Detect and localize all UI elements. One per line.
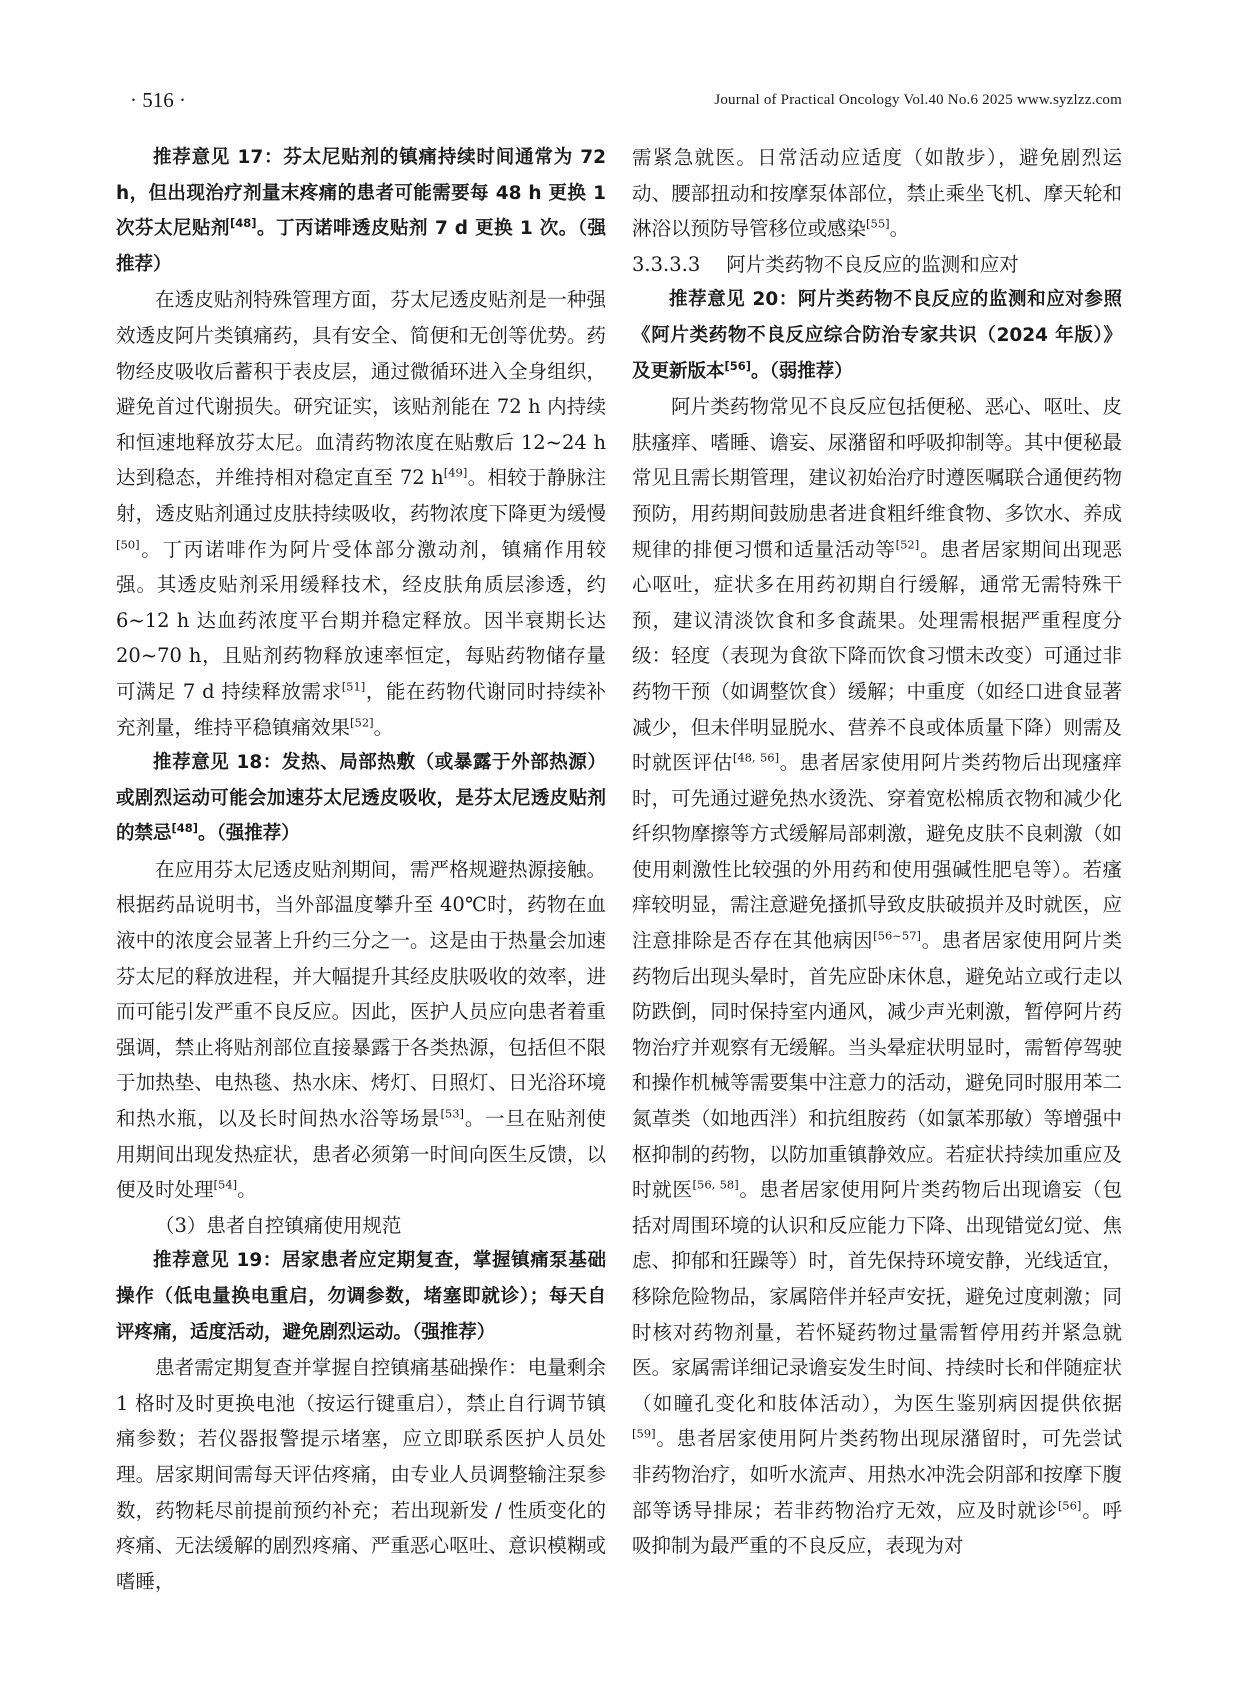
section-number: 3.3.3.3 xyxy=(632,252,701,276)
right-column xyxy=(632,140,1122,1564)
paragraph-transdermal: 在透皮贴剂特殊管理方面，芬太尼透皮贴剂是一种强效透皮阿片类镇痛药，具有安全、简便和无创等优势。药物经皮吸收后蓄积于表皮层，通过微循环进入全身组织，避免首过代谢损失。研究证实，该贴剂能在 72 h 内持续和恒速地释放芬太尼。血清药物浓度在贴敷后 12~24 h 达到稳态，并维持相对稳定直至 72 h[49]。相较于静脉注射，透皮贴剂通过皮肤持续吸收，药物浓度下降更为缓慢[50]。丁丙诺啡作为阿片受体部分激动剂，镇痛作用较强。其透皮贴剂采用缓释技术，经皮肤角质层渗透，约 6~12 h 达血药浓度平台期并稳定释放。因半衰期长达 20~70 h，且贴剂药物释放速率恒定，每贴药物储存量可满足 7 d 持续释放需求[51]，能在药物代谢同时持续补充剂量，维持平稳镇痛效果[52]。 xyxy=(116,288,606,739)
citation: [56~57] xyxy=(873,928,922,943)
section-title: 阿片类药物不良反应的监测和应对 xyxy=(726,252,1019,276)
citation: [55] xyxy=(866,216,890,231)
page-number: · 516 · xyxy=(130,88,186,112)
section-heading xyxy=(632,247,1122,283)
citation: [52] xyxy=(350,715,374,729)
citation: [56] xyxy=(1057,1498,1082,1513)
recommendation-17: 推荐意见 17：芬太尼贴剂的镇痛持续时间通常为 72 h，但出现治疗剂量末疼痛的患者可能需要每 48 h 更换 1 次芬太尼贴剂[48]。丁丙诺啡透皮贴剂 7 d 更换 1 次。（强推荐） xyxy=(116,147,606,275)
citation: [48] xyxy=(230,216,257,231)
journal-info: Journal of Practical Oncology Vol.40 No.6 2025 www.syzlzz.com xyxy=(714,92,1122,108)
citation: [50] xyxy=(116,537,140,552)
left-column xyxy=(116,140,606,1599)
paragraph-continued: 需紧急就医。日常活动应适度（如散步），避免剧烈运动、腰部扭动和按摩泵体部位，禁止乘坐飞机、摩天轮和淋浴以预防导管移位或感染[55]。 xyxy=(632,146,1122,241)
citation: [53] xyxy=(440,1106,465,1121)
page-header xyxy=(112,88,1122,128)
subheading-pca: （3）患者自控镇痛使用规范 xyxy=(155,1213,402,1237)
paragraph-pca: 患者需定期复查并掌握自控镇痛基础操作：电量剩余 1 格时及时更换电池（按运行键重启），禁止自行调节镇痛参数；若仪器报警提示堵塞，应立即联系医护人员处理。居家期间需每天评估疼痛，由专业人员调整输注泵参数，药物耗尽前提前预约补充；若出现新发 / 性质变化的疼痛、无法缓解的剧烈疼痛、严重恶心呕吐、意识模糊或嗜睡， xyxy=(116,1356,606,1593)
recommendation-19: 推荐意见 19：居家患者应定期复查，掌握镇痛泵基础操作（低电量换电重启，勿调参数，堵塞即就诊）；每天自评疼痛，适度活动，避免剧烈运动。（强推荐） xyxy=(116,1250,606,1343)
citation: [49] xyxy=(443,465,468,480)
citation: [56, 58] xyxy=(692,1177,739,1192)
recommendation-18: 推荐意见 18：发热、局部热敷（或暴露于外部热源）或剧烈运动可能会加速芬太尼透皮吸收，是芬太尼透皮贴剂的禁忌[48]。（强推荐） xyxy=(116,752,606,845)
citation: [48, 56] xyxy=(732,750,780,765)
citation: [48] xyxy=(171,821,199,836)
recommendation-20: 推荐意见 20：阿片类药物不良反应的监测和应对参照《阿片类药物不良反应综合防治专家共识（2024 年版）》及更新版本[56]。（弱推荐） xyxy=(632,289,1122,382)
citation: [59] xyxy=(632,1426,656,1441)
citation: [54] xyxy=(213,1177,238,1192)
paragraph-adverse-reactions: 阿片类药物常见不良反应包括便秘、恶心、呕吐、皮肤瘙痒、嗜睡、谵妄、尿潴留和呼吸抑制等。其中便秘最常见且需长期管理，建议初始治疗时遵医嘱联合通便药物预防，用药期间鼓励患者进食粗纤维食物、多饮水、养成规律的排便习惯和适量活动等[52]。患者居家期间出现恶心呕吐，症状多在用药初期自行缓解，通常无需特殊干预，建议清淡饮食和多食蔬果。处理需根据严重程度分级：轻度（表现为食欲下降而饮食习惯未改变）可通过非药物干预（如调整饮食）缓解；中重度（如经口进食显著减少，但未伴明显脱水、营养不良或体质量下降）则需及时就医评估[48, 56]。患者居家使用阿片类药物后出现瘙痒时，可先通过避免热水烫洗、穿着宽松棉质衣物和减少化纤织物摩擦等方式缓解局部刺激，避免皮肤不良刺激（如使用刺激性比较强的外用药和使用强碱性肥皂等）。若瘙痒较明显，需注意避免搔抓导致皮肤破损并及时就医，应注意排除是否存在其他病因[56~57]。患者居家使用阿片类药物后出现头晕时，首先应卧床休息，避免站立或行走以防跌倒，同时保持室内通风，减少声光刺激，暂停阿片药物治疗并观察有无缓解。当头晕症状明显时，需暂停驾驶和操作机械等需要集中注意力的活动，避免同时服用苯二氮䓬类（如地西泮）和抗组胺药（如氯苯那敏）等增强中枢抑制的药物，以防加重镇静效应。若症状持续加重应及时就医[56, 58]。患者居家使用阿片类药物后出现谵妄（包括对周围环境的认识和反应能力下降、出现错觉幻觉、焦虑、抑郁和狂躁等）时，首先保持环境安静，光线适宜，移除危险物品，家属陪伴并轻声安抚，避免过度刺激；同时核对药物剂量，若怀疑药物过量需暂停用药并紧急就医。家属需详细记录谵妄发生时间、持续时长和伴随症状（如瞳孔变化和肢体活动），为医生鉴别病因提供依据[59]。患者居家使用阿片类药物出现尿潴留时，可先尝试非药物治疗，如听水流声、用热水冲洗会阴部和按摩下腹部等诱导排尿；若非药物治疗无效，应及时就诊[56]。呼吸抑制为最严重的不良反应，表现为对 xyxy=(632,395,1122,1558)
citation: [52] xyxy=(895,537,920,552)
paragraph-heat-sources: 在应用芬太尼透皮贴剂期间，需严格规避热源接触。根据药品说明书，当外部温度攀升至 40℃时，药物在血液中的浓度会显著上升约三分之一。这是由于热量会加速芬太尼的释放进程，并大幅提升其经皮肤吸收的效率，进而可能引发严重不良反应。因此，医护人员应向患者着重强调，禁止将贴剂部位直接暴露于各类热源，包括但不限于加热垫、电热毯、热水床、烤灯、日照灯、日光浴环境和热水瓶，以及长时间热水浴等场景[53]。一旦在贴剂使用期间出现发热症状，患者必须第一时间向医生反馈，以便及时处理[54]。 xyxy=(116,857,606,1202)
citation: [56] xyxy=(724,358,752,373)
citation: [51] xyxy=(341,679,366,694)
